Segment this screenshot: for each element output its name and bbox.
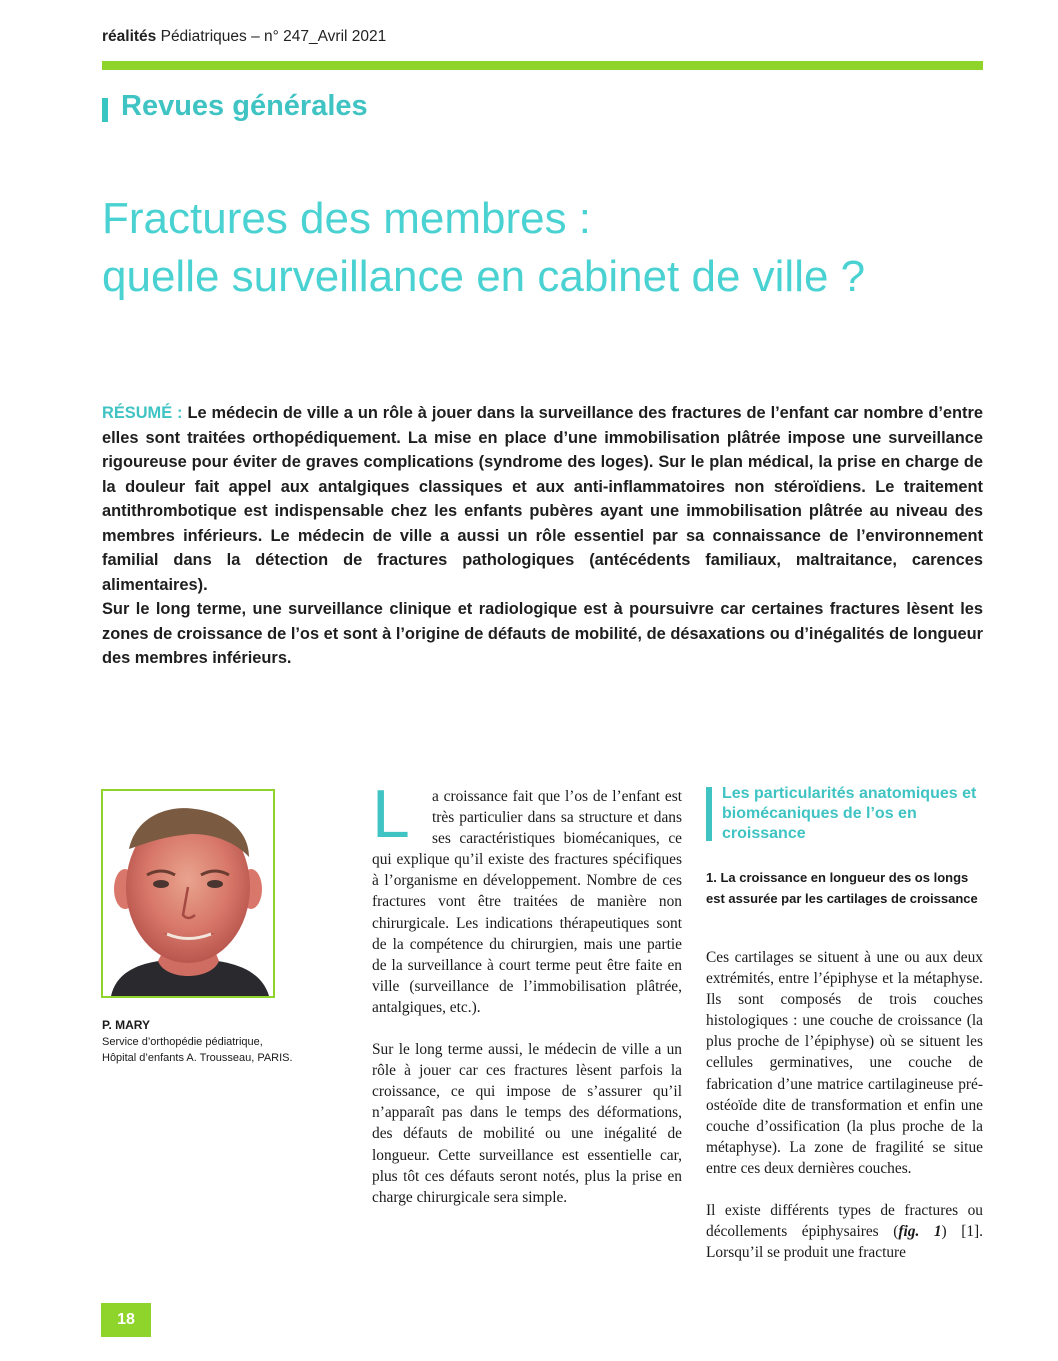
section-marker (706, 787, 712, 841)
section-paragraph-2 (706, 1200, 983, 1263)
journal-brand: réalités (102, 28, 157, 45)
section-paragraph-2-end: ) [1]. Lorsqu’il se produit une fracture (706, 1223, 983, 1262)
abstract-paragraph-1 (102, 401, 983, 597)
affiliation-line-2: Hôpital d’enfants A. Trousseau, PARIS. (102, 1052, 293, 1064)
body-column-right (706, 947, 983, 1263)
body-paragraph-1 (372, 776, 682, 1018)
figure-reference[interactable]: fig. 1 (898, 1223, 942, 1241)
affiliation-line-1: Service d’orthopédie pédiatrique, (102, 1036, 263, 1048)
body-paragraph-1-text: a croissance fait que l’os de l’enfant est très particulier dans sa structure et dans ses caractéristiques biomécaniques, ce qui explique qu’il existe des fractures spécifiques à l’organisme en développement. Nombre de ces fractures vont être traitées de manière non chirurgicale. Les indications thérapeutiques sont de la compétence du chirurgien, mais une partie de la surveillance à court terme peut être faite en ville (surveillance de l’immobilisation plâtrée, antalgiques, etc.). (372, 788, 682, 1016)
author-name: P. MARY (102, 1018, 151, 1032)
page-number: 18 (101, 1303, 151, 1337)
rubric-marker (102, 98, 108, 122)
rubric-label: Revues générales (121, 90, 368, 122)
author-portrait-image (103, 791, 273, 996)
author-affiliation (102, 1034, 293, 1066)
title-line-1: Fractures des membres : (102, 194, 592, 243)
body-paragraph-2: Sur le long terme aussi, le médecin de ville a un rôle à jouer car ces fractures lèsent parfois la croissance, ce qui impose de s’assurer qu’il n’apparaît pas dans le temps des déformations, des défauts de mobilité ou une inégalité de longueur. Cette surveillance est essentielle car, plus tôt ces défauts seront notés, plus la prise en charge chirurgicale sera simple. (372, 1041, 682, 1206)
header-rule (102, 61, 983, 70)
article-title (102, 190, 865, 306)
section-paragraph-2-start: Il existe différents types de fractures ou décollements épiphysaires ( (706, 1202, 983, 1241)
abstract-paragraph-2: Sur le long terme, une surveillance clinique et radiologique est à poursuivre car certaines fractures lèsent les zones de croissance de l’os et sont à l’origine de défauts de mobilité, de désaxations ou d’inégalités de longueur des membres inférieurs. (102, 600, 983, 667)
section-title: Les particularités anatomiques et biomécaniques de l’os en croissance (722, 785, 977, 842)
abstract-text-1: Le médecin de ville a un rôle à jouer dans la surveillance des fractures de l’enfant car nombre d’entre elles sont traitées orthopédiquement. La mise en place d’une immobilisation plâtrée impose une surveillance rigoureuse pour éviter de graves complications (syndrome des loges). Sur le plan médical, la prise en charge de la douleur fait appel aux antalgiques classiques et aux anti-inflammatoires non stéroïdiens. Le traitement antithrombotique est indispensable chez les enfants pubères ayant une immobilisation plâtrée au niveau des membres inférieurs. Le médecin de ville a aussi un rôle essentiel par sa connaissance de l’environnement familial dans la détection de fractures pathologiques (antécédents familiaux, maltraitance, carences alimentaires). (102, 404, 983, 594)
drop-cap: L (372, 776, 410, 852)
abstract-label: RÉSUMÉ : (102, 404, 183, 422)
abstract (102, 401, 983, 671)
journal-issue: Pédiatriques – n° 247_Avril 2021 (156, 28, 387, 45)
running-head (102, 28, 386, 46)
subsection-heading: 1. La croissance en longueur des os longs est assurée par les cartilages de croissance (706, 870, 978, 906)
body-column-middle (372, 776, 682, 1208)
title-line-2: quelle surveillance en cabinet de ville ? (102, 252, 866, 301)
author-photo (101, 789, 275, 998)
section-paragraph-1: Ces cartilages se situent à une ou aux deux extrémités, entre l’épiphyse et la métaphyse. Ils sont composés de trois couches histologiques : une couche de croissance (la plus proche de l’épiphyse) où se situent les cellules germinatives, une couche de fabrication d’une matrice cartilagineuse pré-ostéoïde dite de transformation et enfin une couche d’ossification (la plus proche de la métaphyse). La zone de fragilité se situe entre ces deux dernières couches. (706, 949, 983, 1177)
